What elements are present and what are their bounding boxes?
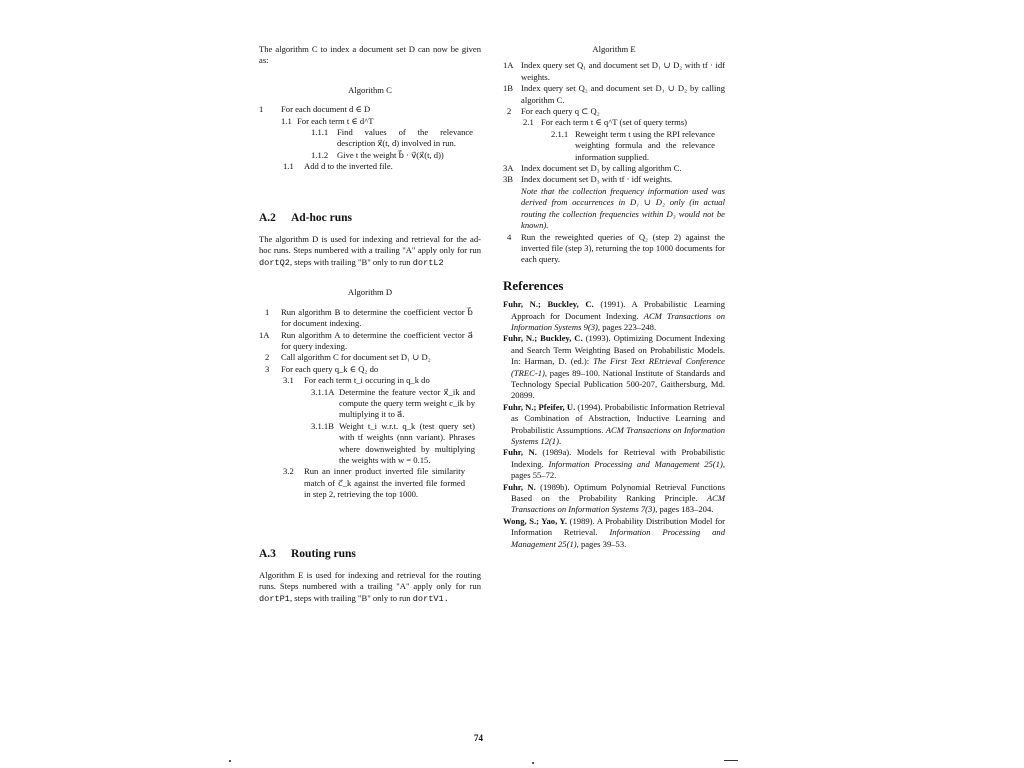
step-text: For each term t ∈ q^T (set of query terms) <box>541 117 688 128</box>
text-run: The algorithm D is used for indexing and retrieval for the ad-hoc runs. Steps numbered with a trailing "A" apply only for run <box>259 234 481 256</box>
algorithm-d-title: Algorithm D <box>347 287 393 298</box>
reference-text: (1989). A Probability Distribution Model for Information Retrieval. <box>511 515 725 538</box>
algorithm-e-title: Algorithm E <box>592 44 636 54</box>
algorithm-c-title: Algorithm C <box>348 84 392 95</box>
step-number: 1.1.1 <box>311 127 329 138</box>
reference-pages: , pages 223–248. <box>597 321 657 332</box>
step-text: Run an inner product inverted file similarity match of c⃗_k against the inverted file formed in step 2, retrieving the top 1000. <box>304 466 465 500</box>
algorithm-step <box>259 307 481 330</box>
step-text: For each document d ∈ D <box>281 104 371 115</box>
step-text: For each term t ∈ d^T <box>297 115 374 126</box>
algorithm-step <box>503 117 725 128</box>
algorithm-step <box>259 330 481 353</box>
algorithm-c-steps <box>259 104 481 172</box>
reference-authors: Wong, S.; Yao, Y. <box>503 515 568 526</box>
algorithm-step <box>259 387 481 421</box>
step-number: 2.1 <box>523 117 534 128</box>
adhoc-paragraph <box>259 234 481 269</box>
section-heading-a2 <box>259 213 481 224</box>
step-number: 3 <box>265 363 270 374</box>
run-name-code: dortL2 <box>412 257 444 268</box>
step-text: Run the reweighted queries of Q₂ (step 2) against the inverted file (step 3), returning the top 1000 documents for each query. <box>521 231 725 265</box>
step-text: Index document set D₃ by calling algorithm C. <box>521 163 682 174</box>
reference-authors: Fuhr, N. <box>503 481 536 492</box>
algorithm-step <box>503 232 725 266</box>
reference-journal: ACM Transactions on Information Systems 12(1) <box>511 424 725 446</box>
step-number: 3.2 <box>283 466 294 477</box>
reference-journal: ACM Transactions on Information Systems 9(3) <box>511 310 725 332</box>
reference-item <box>503 447 725 481</box>
section-title: Routing runs <box>291 547 356 560</box>
algorithm-e-steps <box>503 60 725 265</box>
reference-pages: , pages 89–100. National Institute of Standards and Technology Special Publication 500-207, Gaithersburg, Md. 20899. <box>511 367 725 401</box>
algorithm-step <box>259 421 481 467</box>
section-title: Ad-hoc runs <box>291 211 353 224</box>
step-text: Add d to the inverted file. <box>304 161 393 172</box>
right-column <box>503 44 725 550</box>
step-number: 2 <box>507 106 512 117</box>
reference-authors: Fuhr, N.; Pfeifer, U. <box>503 401 576 412</box>
algorithm-step <box>503 60 725 83</box>
reference-item <box>503 299 725 333</box>
step-text: For each term t_i occuring in q_k do <box>304 375 430 386</box>
algorithm-step <box>503 106 725 117</box>
text-run: , steps with trailing "B" only to run <box>289 256 413 267</box>
algorithm-step <box>259 127 481 150</box>
step-text: Give t the weight b⃗ · v⃗(x⃗(t, d)) <box>337 149 444 160</box>
reference-item <box>503 482 725 516</box>
step-number: 4 <box>507 231 512 242</box>
run-name-code: dortV1. <box>412 593 449 604</box>
step-text: Weight t_i w.r.t. q_k (test query set) with tf weights (nnn variant). Phrases where downweighted by multiplying the weights with w = 0.15. <box>339 420 475 465</box>
reference-journal: The First Text REtrieval Conference (TREC-1) <box>511 356 725 378</box>
reference-item <box>503 333 725 401</box>
page-number: 74 <box>474 733 483 743</box>
text-run: , steps with trailing "B" only to run <box>289 592 413 603</box>
step-number: 1B <box>503 83 514 94</box>
reference-authors: Fuhr, N.; Buckley, C. <box>503 299 594 310</box>
reference-text: (1989a). Models for Retrieval with Probabilistic Indexing. <box>511 447 725 469</box>
step-number: 1 <box>265 306 270 317</box>
step-number: 1 <box>259 104 264 115</box>
algorithm-step <box>259 150 481 161</box>
reference-journal: Information Processing and Management 25(1) <box>511 527 725 549</box>
reference-item <box>503 402 725 448</box>
step-number: 3.1.1B <box>311 420 334 431</box>
reference-journal: ACM Transactions on Information Systems 7(3) <box>511 493 725 515</box>
run-name-code: dortP1 <box>259 593 290 604</box>
step-number: 1.1 <box>283 161 294 172</box>
text-run: Algorithm E is used for indexing and retrieval for the routing runs. Steps numbered with a trailing "A" apply only for run <box>259 570 481 592</box>
step-text: Index query set Q₂ and document set D₁ ∪ D₂ by calling algorithm C. <box>521 83 725 105</box>
reference-text: (1993). Optimizing Document Indexing and Search Term Weighting Based on Probabilistic Models. In: Harman, D. (ed.): <box>511 333 725 367</box>
reference-authors: Fuhr, N.; Buckley, C. <box>503 333 583 344</box>
references-heading: References <box>503 277 564 293</box>
step-text: Determine the feature vector x⃗_ik and compute the query term weight c_ik by multiplying it to a⃗. <box>339 386 475 420</box>
section-heading-a3 <box>259 549 481 560</box>
left-column <box>259 44 481 605</box>
step-number: 1A <box>259 329 270 340</box>
step-number: 3B <box>503 174 514 185</box>
step-number: 2.1.1 <box>551 128 569 139</box>
step-number: 1.1 <box>281 115 292 126</box>
reference-pages: . <box>558 436 562 446</box>
algorithm-step <box>259 364 481 375</box>
reference-text: (1991). A Probabilistic Learning Approach for Document Indexing. <box>511 299 726 321</box>
algorithm-step <box>503 163 725 174</box>
step-number: 3A <box>503 163 514 174</box>
scan-mark <box>532 762 534 764</box>
routing-paragraph <box>259 570 481 605</box>
algorithm-d-steps <box>259 307 481 501</box>
algorithm-step <box>259 375 481 386</box>
step-text: Index document set D₃ with tf · idf weights. <box>521 174 673 185</box>
reference-authors: Fuhr, N. <box>503 447 537 458</box>
algorithm-step <box>259 161 481 172</box>
reference-journal: Information Processing and Management 25(1) <box>548 458 723 469</box>
scan-mark <box>229 760 231 762</box>
reference-pages: , pages 39–53. <box>576 538 627 549</box>
algorithm-step <box>259 352 481 363</box>
reference-pages: , pages 55–72. <box>511 458 725 481</box>
algorithm-note: Note that the collection frequency information used was derived from occurrences in D₁ ∪ D₂ only (in actual routing the collection frequencies within D₃ would not be known). <box>521 185 725 231</box>
step-text: For each query q_k ∈ Q₂ do <box>281 363 379 374</box>
step-number: 2 <box>265 352 270 363</box>
section-number: A.2 <box>259 211 276 224</box>
references-list <box>503 299 725 550</box>
algorithm-step <box>259 466 481 500</box>
step-text: For each query q ⊂ Q₂ <box>521 106 600 117</box>
step-text: Reweight term t using the RPI relevance weighting formula and the relevance information supplied. <box>575 128 715 162</box>
step-number: 3.1 <box>283 375 294 386</box>
algorithm-step <box>503 129 725 163</box>
reference-text: (1994). Probabilistic Information Retrieval as Combination of Abstraction, Inductive Learning and Probabilistic Assumptions. <box>511 401 725 435</box>
step-text: Find values of the relevance description x⃗(t, d) involved in run. <box>337 127 473 149</box>
reference-text: (1989b). Optimum Polynomial Retrieval Functions Based on the Probability Ranking Principle. <box>511 481 725 504</box>
algorithm-step <box>503 174 725 185</box>
algorithm-step <box>259 116 481 127</box>
scan-mark <box>724 760 738 761</box>
algorithm-step <box>259 104 481 115</box>
step-text: Call algorithm C for document set D₁ ∪ D₂ <box>281 352 431 363</box>
step-text: Run algorithm A to determine the coefficient vector a⃗ for query indexing. <box>281 329 473 351</box>
step-text: Run algorithm B to determine the coefficient vector b⃗ for document indexing. <box>281 306 473 329</box>
step-number: 1A <box>503 60 514 71</box>
algorithm-step <box>503 83 725 106</box>
reference-item <box>503 516 725 550</box>
intro-paragraph: The algorithm C to index a document set D can now be given as: <box>259 44 481 66</box>
reference-pages: , pages 183–204. <box>655 504 714 515</box>
section-number: A.3 <box>259 547 276 560</box>
step-number: 3.1.1A <box>311 386 335 397</box>
run-name-code: dortQ2 <box>259 257 290 268</box>
step-text: Index query set Q₁ and document set D₁ ∪ D₂ with tf · idf weights. <box>521 60 725 82</box>
step-number: 1.1.2 <box>311 149 329 160</box>
